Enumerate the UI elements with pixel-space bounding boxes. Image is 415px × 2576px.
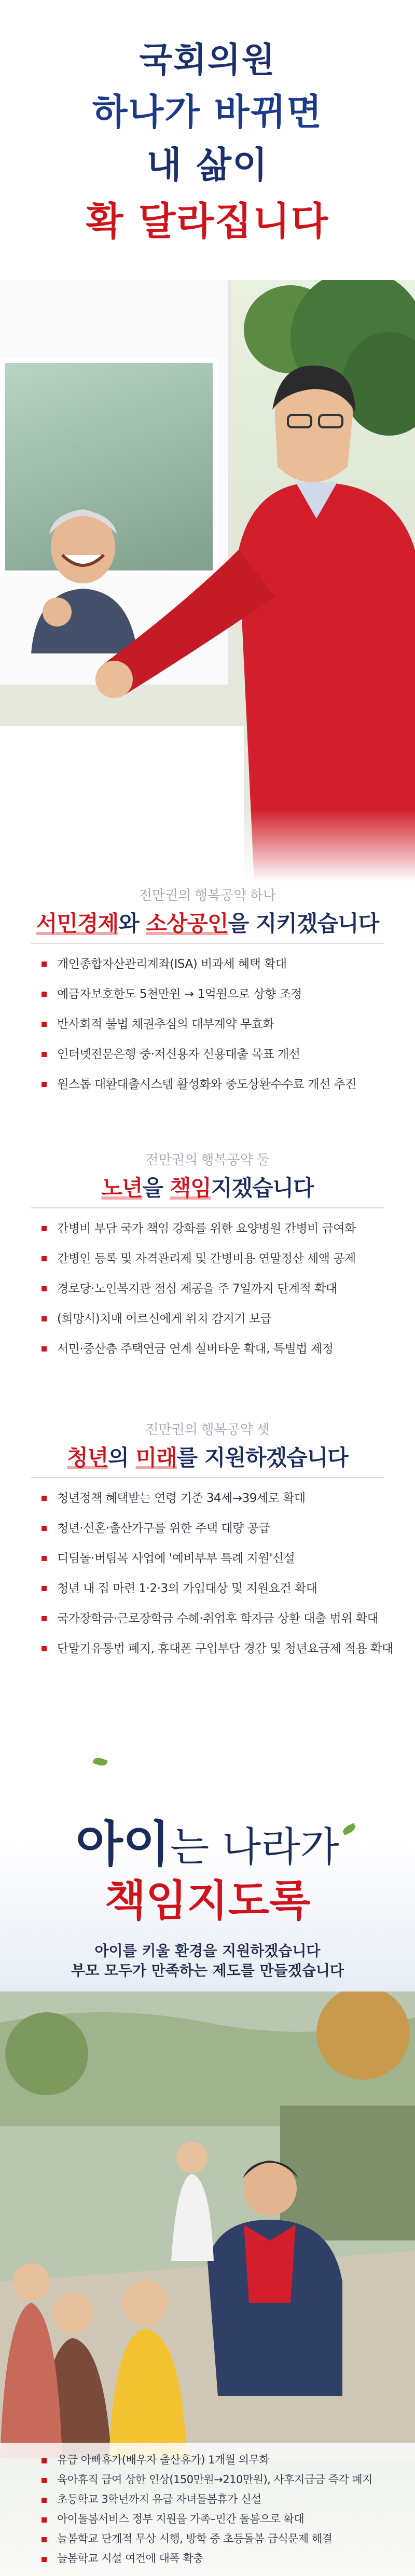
pledge-kicker: 전만권의 행복공약 하나 <box>139 888 276 903</box>
children-headline-keyword: 아이 <box>76 1816 170 1873</box>
pledge-title-text: 의 <box>108 1445 136 1470</box>
pledge-title-text: 을 <box>142 1175 170 1201</box>
pledge-section-2 <box>0 1146 415 1405</box>
list-item: (희망시)치매 어르신에게 위치 감지기 보급 <box>42 1310 394 1328</box>
leaf-icon <box>92 1756 107 1767</box>
pledge-kicker: 전만권의 행복공약 둘 <box>145 1152 270 1167</box>
list-item: 예금자보호한도 5천만원 → 1억원으로 상향 조정 <box>42 985 394 1003</box>
pledge-list <box>42 1489 394 1670</box>
children-headline <box>0 1805 415 1875</box>
divider <box>31 1477 384 1478</box>
pledge-title-keyword: 소상공인 <box>146 911 228 936</box>
pledge-kicker: 전만권의 행복공약 셋 <box>145 1422 270 1437</box>
list-item: 늘봄학교 단계적 무상 시행, 방학 중 초등돌봄 급식문제 해결 <box>42 2531 394 2546</box>
children-headline-red: 책임지도록 <box>104 1876 311 1926</box>
list-item: 초등학교 3학년까지 유급 자녀돌봄휴가 신설 <box>42 2491 394 2507</box>
hero-headline-line-2: 하나가 바뀌면 <box>92 91 323 133</box>
hero-section <box>0 0 415 882</box>
pledge-title-keyword: 청년 <box>67 1445 108 1470</box>
list-item: 반사회적 불법 채권추심의 대부계약 무효화 <box>42 1015 394 1033</box>
pledge-list <box>42 955 394 1106</box>
list-item: 유급 아빠휴가(배우자 출산휴가) 1개월 의무화 <box>42 2452 394 2468</box>
divider <box>31 1207 384 1208</box>
children-subtitle-2: 부모 모두가 만족하는 제도를 만들겠습니다 <box>71 1962 344 1979</box>
pledge-title-keyword: 미래 <box>135 1445 177 1470</box>
pledge-title-keyword: 서민경제 <box>36 911 119 936</box>
hero-headline-line-3: 내 삶이 <box>146 144 269 186</box>
list-item: 청년·신혼·출산가구를 위한 주택 대량 공급 <box>42 1520 394 1537</box>
pledge-title <box>0 907 415 938</box>
pledge-title-text: 를 지원하겠습니다 <box>176 1445 348 1470</box>
pledge-title <box>0 1171 415 1202</box>
list-item: 경로당·노인복지관 점심 제공을 주 7일까지 단계적 확대 <box>42 1280 394 1298</box>
pledge-title-text: 와 <box>118 911 146 936</box>
list-item: 청년정책 혜택받는 연령 기준 34세→39세로 확대 <box>42 1489 394 1507</box>
pledge-list <box>42 1220 394 1370</box>
list-item: 간병비 부담 국가 책임 강화를 위한 요양병원 간병비 급여화 <box>42 1220 394 1237</box>
hero-photo <box>0 280 415 882</box>
pledge-section-3 <box>0 1416 415 1706</box>
list-item: 서민·중산층 주택연금 연계 실버타운 확대, 특별법 제정 <box>42 1340 394 1358</box>
children-pledge-panel <box>0 2443 415 2576</box>
hero-fade <box>0 809 415 882</box>
children-headline-text: 는 나라가 <box>170 1824 339 1871</box>
pledge-title-keyword: 노년 <box>101 1175 143 1201</box>
list-item: 원스톱 대환대출시스템 활성화와 중도상환수수료 개선 추진 <box>42 1076 394 1093</box>
list-item: 아이돌봄서비스 정부 지원을 가족–민간 돌봄으로 확대 <box>42 2511 394 2527</box>
list-item: 간병인 등록 및 자격관리제 및 간병비용 연말정산 세액 공제 <box>42 1250 394 1268</box>
list-item: 개인종합자산관리계좌(ISA) 비과세 혜택 확대 <box>42 955 394 973</box>
divider <box>31 943 384 944</box>
children-subtitle-1: 아이를 키울 환경을 지원하겠습니다 <box>94 1942 321 1959</box>
children-photo <box>0 1992 415 2458</box>
hero-headline-line-4: 확 달라집니다 <box>86 199 329 244</box>
pledge-title-text: 을 지키겠습니다 <box>228 911 379 936</box>
pledge-section-1 <box>0 882 415 1141</box>
list-item: 청년 내 집 마련 1·2·3의 가입대상 및 지원요건 확대 <box>42 1580 394 1597</box>
pledge-title-text: 지겠습니다 <box>211 1175 314 1201</box>
list-item: 늘봄학교 시설 여건에 대폭 확충 <box>42 2551 394 2566</box>
pledge-title <box>0 1441 415 1472</box>
list-item: 국가장학금·근로장학금 수혜·취업후 학자금 상환 대출 범위 확대 <box>42 1610 394 1627</box>
pledge-list <box>42 2452 394 2570</box>
list-item: 단말기유통법 폐지, 휴대폰 구입부담 경감 및 청년요금제 적용 확대 <box>42 1640 394 1658</box>
hero-headline-line-1: 국회의원 <box>139 40 276 80</box>
list-item: 디딤돌·버팀목 사업에 '예비부부 특례 지원'신설 <box>42 1550 394 1567</box>
list-item: 인터넷전문은행 중·저신용자 신용대출 목표 개선 <box>42 1046 394 1063</box>
children-section <box>0 1722 415 2576</box>
pledge-title-keyword: 책임 <box>170 1175 211 1201</box>
list-item: 육아휴직 급여 상한 인상(150만원→210만원), 사후지급금 즉각 폐지 <box>42 2472 394 2487</box>
